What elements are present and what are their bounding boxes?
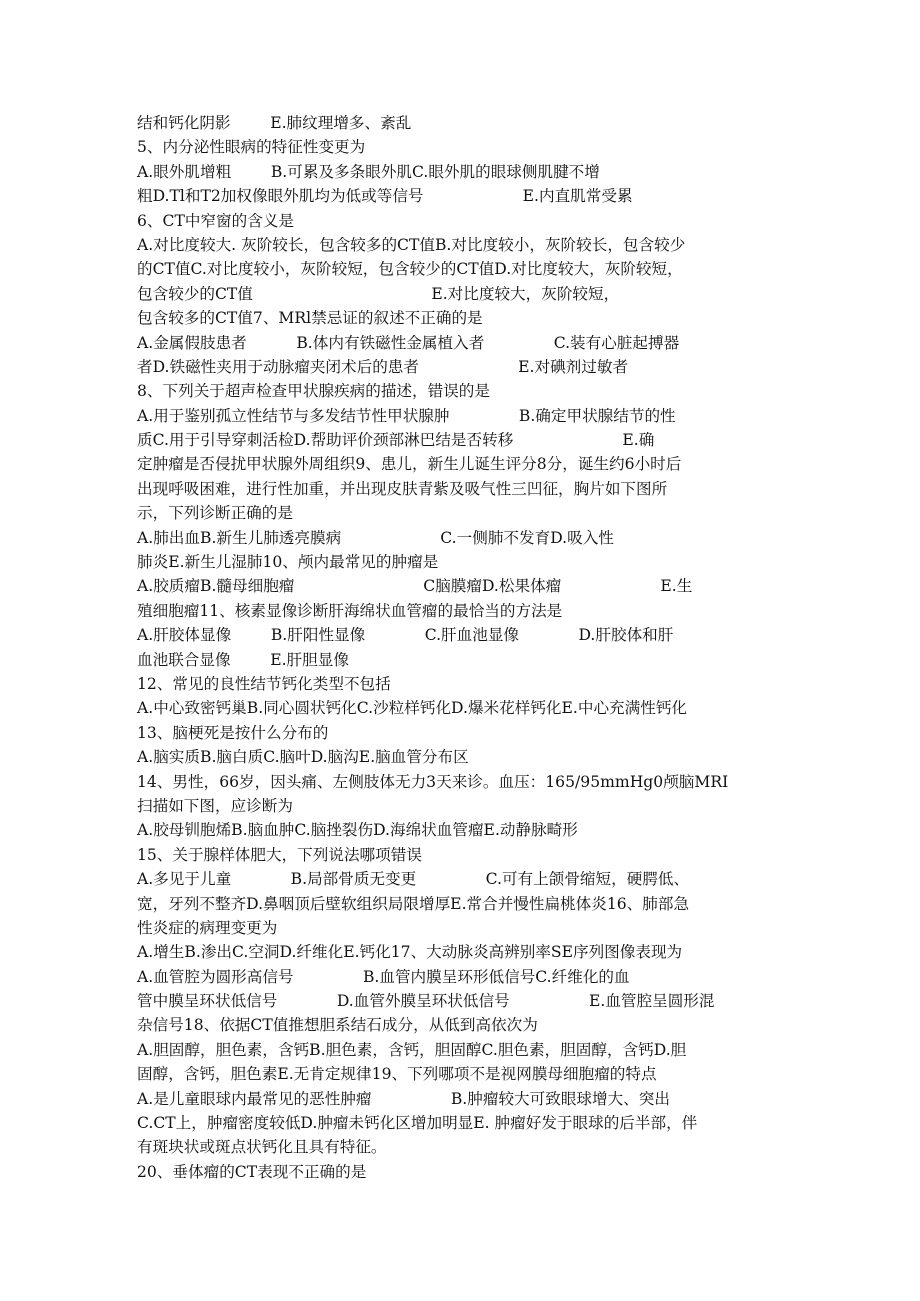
text-line: 固醇，含钙，胆色素E.无肯定规律19、下列哪项不是视网膜母细胞瘤的特点 — [137, 1065, 657, 1084]
text-line: A.中心致密钙巢B.同心圆状钙化C.沙粒样钙化D.爆米花样钙化E.中心充满性钙化 — [137, 699, 688, 718]
text-line: A.对比度较大. 灰阶较长，包含较多的CT值B.对比度较小，灰阶较长，包含较少 — [137, 235, 686, 254]
text-line: A.胆固醇，胆色素，含钙B.胆色素，含钙，胆固醇C.胆色素，胆固醇，含钙D.胆 — [137, 1040, 687, 1059]
question-8-title: 8、下列关于超声检查甲状腺疾病的描述，错误的是 — [137, 382, 490, 401]
text-line: 血池联合显像 E.肝胆显像 — [137, 650, 349, 669]
text-line: 扫描如下图，应诊断为 — [137, 796, 293, 815]
text-line: 定肿瘤是否侵扰甲状腺外周组织9、患儿，新生儿诞生评分8分，诞生约6小时后 — [137, 455, 682, 474]
text-line: 殖细胞瘤11、核素显像诊断肝海绵状血管瘤的最恰当的方法是 — [137, 601, 563, 620]
text-line: A.胶母钏胞烯B.脑血肿C.脑挫裂伤D.海绵状血管瘤E.动静脉畸形 — [137, 821, 578, 840]
text-line: A.多见于儿童 B.局部骨质无变更 C.可有上颌骨缩短，硬腭低、 — [137, 870, 690, 889]
question-6-title: 6、CT中窄窗的含义是 — [137, 211, 295, 230]
text-line: C.CT上，肿瘤密度较低D.肿瘤未钙化区增加明显E. 肿瘤好发于眼球的后半部，伴 — [137, 1114, 698, 1133]
question-20-title: 20、垂体瘤的CT表现不正确的是 — [137, 1162, 367, 1181]
document-text — [137, 111, 782, 1184]
text-line: 的CT值C.对比度较小，灰阶较短，包含较少的CT值D.对比度较大，灰阶较短， — [137, 260, 683, 279]
text-line: 性炎症的病理变更为 — [137, 918, 278, 937]
question-14-title: 14、男性，66岁，因头痛、左侧肢体无力3天来诊。血压：165/95mmHg0颅脑MRI — [137, 772, 729, 791]
text-line: A.增生B.渗出C.空洞D.纤维化E.钙化17、大动脉炎高辨别率SE序列图像表现为 — [137, 943, 683, 962]
text-line: 粗D.Tl和T2加权像眼外肌均为低或等信号 E.内直肌常受累 — [137, 187, 633, 206]
text-line: 肺炎E.新生儿湿肺10、颅内最常见的肿瘤是 — [137, 553, 439, 572]
question-5-title: 5、内分泌性眼病的特征性变更为 — [137, 138, 366, 157]
text-line: A.用于鉴别孤立性结节与多发结节性甲状腺肿 B.确定甲状腺结节的性 — [137, 406, 676, 425]
text-line: 出现呼吸困难，进行性加重，并出现皮肤青紫及吸气性三凹征，胸片如下图所 — [137, 479, 668, 498]
text-line: 管中膜呈环状低信号 D.血管外膜呈环状低信号 E.血管腔呈圆形混 — [137, 992, 715, 1011]
text-line: A.血管腔为圆形高信号 B.血管内膜呈环形低信号C.纤维化的血 — [137, 967, 630, 986]
text-line: 包含较少的CT值 E.对比度较大，灰阶较短， — [137, 284, 620, 303]
text-line: A.眼外肌增粗 B.可累及多条眼外肌C.眼外肌的眼球侧肌腱不增 — [137, 162, 600, 181]
text-line: A.脑实质B.脑白质C.脑叶D.脑沟E.脑血管分布区 — [137, 748, 469, 767]
text-line: A.胶质瘤B.髓母细胞瘤 C脑膜瘤D.松果体瘤 E.生 — [137, 577, 693, 596]
text-line: 者D.铁磁性夹用于动脉瘤夹闭术后的患者 E.对碘剂过敏者 — [137, 357, 629, 376]
question-15-title: 15、关于腺样体肥大，下列说法哪项错误 — [137, 845, 422, 864]
text-line: 宽，牙列不整齐D.鼻咽顶后壁软组织局限增厚E.常合并慢性扁桃体炎16、肺部急 — [137, 894, 690, 913]
text-line: A.肺出血B.新生儿肺透亮膜病 C.一侧肺不发育D.吸入性 — [137, 528, 614, 547]
text-line: 示，下列诊断正确的是 — [137, 504, 293, 523]
text-line: A.肝胶体显像 B.肝阳性显像 C.肝血池显像 D.肝胶体和肝 — [137, 626, 674, 645]
text-line: A.是儿童眼球内最常见的恶性肿瘤 B.肿瘤较大可致眼球增大、突出 — [137, 1089, 670, 1108]
text-line: 包含较多的CT值7、MRl禁忌证的叙述不正确的是 — [137, 309, 483, 328]
question-13-title: 13、脑梗死是按什么分布的 — [137, 723, 329, 742]
text-line: 质C.用于引导穿刺活检D.帮助评价颈部淋巴结是否转移 E.确 — [137, 431, 655, 450]
text-line: 杂信号18、依据CT值推想胆系结石成分，从低到高依次为 — [137, 1016, 538, 1035]
question-12-title: 12、常见的良性结节钙化类型不包括 — [137, 674, 391, 693]
text-line: 有斑块状或斑点状钙化且具有特征。 — [137, 1138, 387, 1157]
text-line: A.金属假肢患者 B.体内有铁磁性金属植入者 C.装有心脏起搏器 — [137, 333, 680, 352]
text-line: 结和钙化阴影 E.肺纹理增多、紊乱 — [137, 114, 412, 132]
